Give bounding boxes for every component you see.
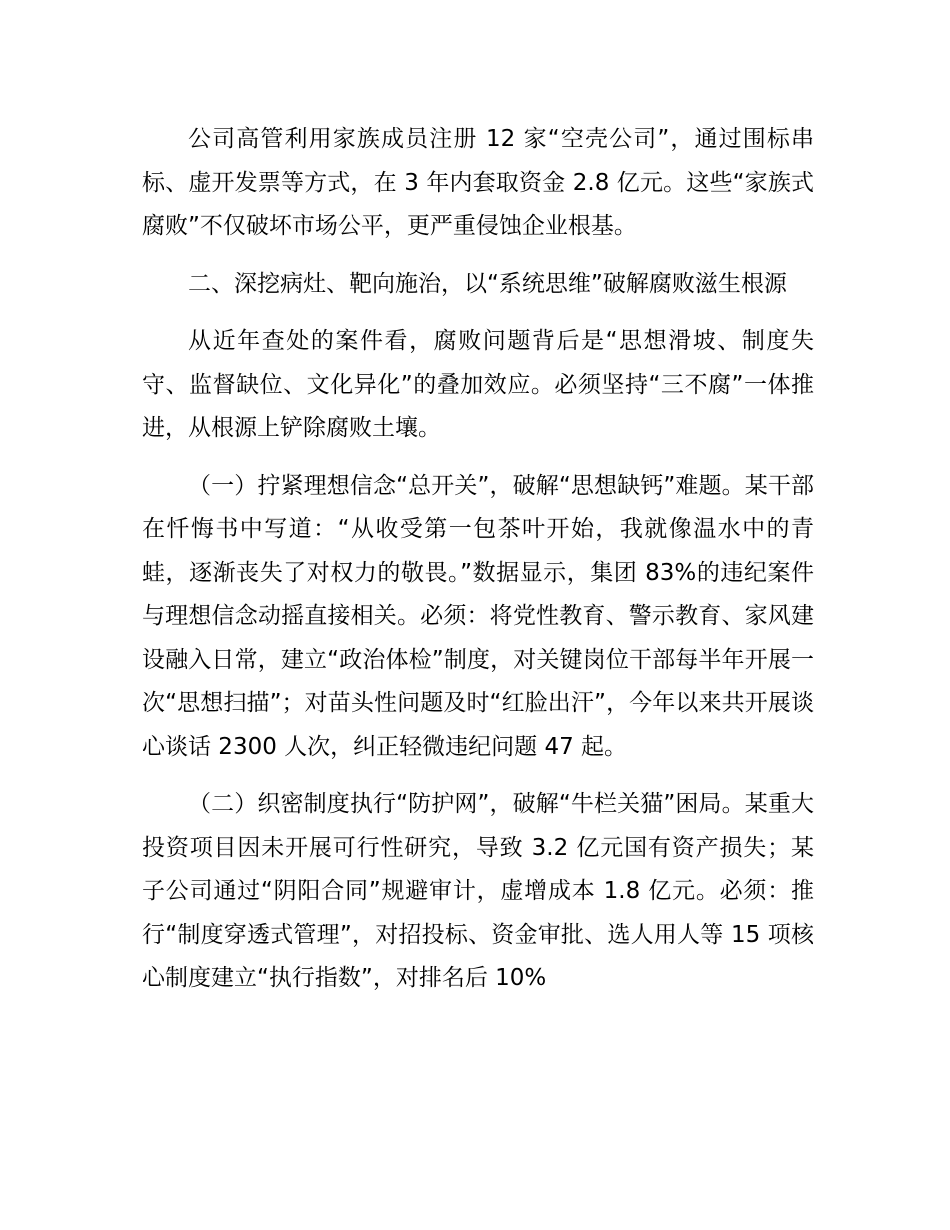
paragraph-root-causes: 从近年查处的案件看，腐败问题背后是“思想滑坡、制度失守、监督缺位、文化异化”的叠加效应。必须坚持“三不腐”一体推进，从根源上铲除腐败土壤。	[142, 328, 814, 441]
section-heading-two: 二、深挖病灶、靶向施治，以“系统思维”破解腐败滋生根源	[188, 270, 787, 297]
paragraph-system-execution: （二）织密制度执行“防护网”，破解“牛栏关猫”困局。某重大投资项目因未开展可行性研究，导致 3.2 亿元国有资产损失；某子公司通过“阴阳合同”规避审计，虚增成本 1.8 亿元。必须：推行“制度穿透式管理”，对招投标、资金审批、选人用人等 15 项核心制度建立“执行指数”，对排名后 10%	[142, 791, 814, 991]
paragraph-family-corruption: 公司高管利用家族成员注册 12 家“空壳公司”，通过围标串标、虚开发票等方式，在 3 年内套取资金 2.8 亿元。这些“家族式腐败”不仅破坏市场公平，更严重侵蚀企业根基。	[142, 126, 814, 239]
paragraph-ideals-beliefs: （一）拧紧理想信念“总开关”，破解“思想缺钙”难题。某干部在忏悔书中写道：“从收受第一包茶叶开始，我就像温水中的青蛙，逐渐丧失了对权力的敬畏。”数据显示，集团 83%的违纪案件与理想信念动摇直接相关。必须：将党性教育、警示教育、家风建设融入日常，建立“政治体检”制度，对关键岗位干部每半年开展一次“思想扫描”；对苗头性问题及时“红脸出汗”，今年以来共开展谈心谈话 2300 人次，纠正轻微违纪问题 47 起。	[142, 472, 814, 760]
document-body	[142, 118, 814, 1001]
